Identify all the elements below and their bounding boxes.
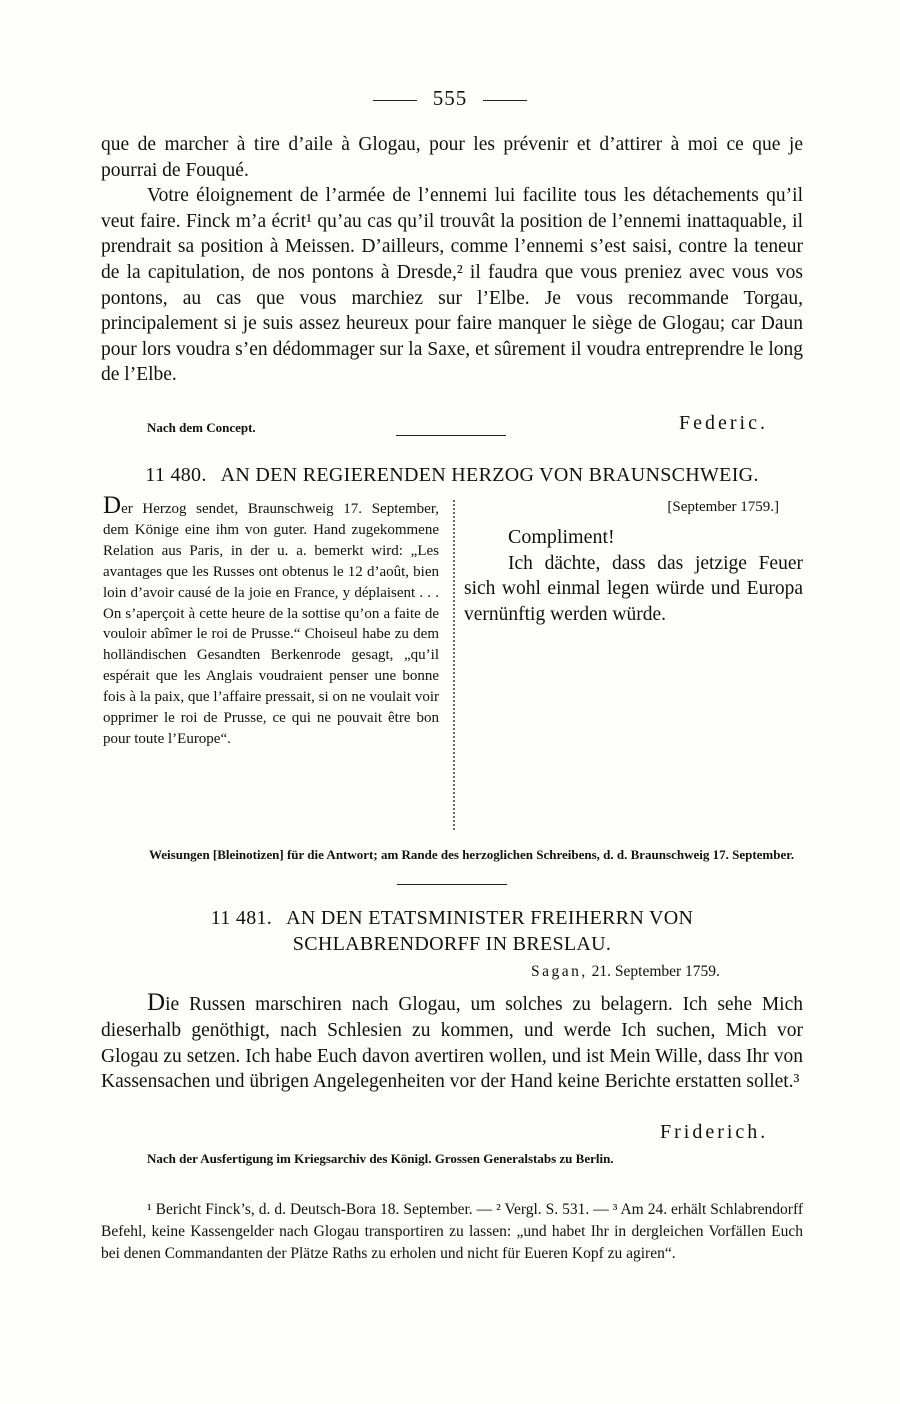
top-letter-source: Nach dem Concept. (147, 420, 256, 435)
entry-11481-date-place: Sagan, (531, 963, 588, 980)
page-header (0, 86, 900, 111)
entry-11481-date (531, 963, 720, 981)
entry-11480-reply (464, 495, 803, 628)
entry-11480-number: 11 480. (145, 464, 207, 486)
section-divider-2 (397, 884, 507, 885)
entry-11480-date: [September 1759.] (667, 499, 779, 515)
footnotes-text: ¹ Bericht Finck’s, d. d. Deutsch-Bora 18. September. — ² Vergl. S. 531. — ³ Am 24. erhält Schlabrendorff Befehl, keine Kassengelder nach Glogau transportiren zu lassen: „und habet Ihr in dergleichen Vorfällen Euch bei denen Commandanten der Plätze Raths zu erholen und nicht für Eueren Kopf zu agiren“. (101, 1201, 803, 1262)
top-letter-body (101, 132, 803, 388)
entry-11481-number: 11 481. (210, 907, 273, 929)
section-divider-1 (396, 435, 506, 436)
footnotes (101, 1199, 803, 1265)
entry-11481-source: Nach der Ausfertigung im Kriegsarchiv des Königl. Grossen Generalstabs zu Berlin. (147, 1151, 614, 1166)
entry-11481-title-line1: AN DEN ETATSMINISTER FREIHERRN VON (286, 907, 694, 929)
entry-11480-instructions: Weisungen [Bleinotizen] für die Antwort; am Rande des herzoglichen Schreibens, d. d. Braunschweig 17. September. (149, 847, 795, 862)
entry-11481-heading-line1 (101, 905, 803, 931)
page-number: 555 (432, 86, 468, 110)
top-letter-paragraph-2: Votre éloignement de l’armée de l’ennemi lui facilite tous les détachements qu’il veut faire. Finck m’a écrit¹ qu’au cas qu’il trouvât la position de l’ennemi inattaquable, il prendrait sa position à Meissen. D’ailleurs, comme l’ennemi s’est saisi, contre la teneur de la capitulation, de nos pontons à Dresde,² il faudra que vous preniez avec vous vos pontons, au cas que vous marchiez sur l’Elbe. Je vous recommande Torgau, principalement si je suis assez heureux pour faire manquer le siège de Glogau; car Daun pour lors voudra s’en dédommager sur la Saxe, et sûrement il voudra entreprendre le long de l’Elbe. (101, 185, 803, 386)
entry-11481-dropcap: D (147, 989, 166, 1016)
top-letter-paragraph-1: que de marcher à tire d’aile à Glogau, pour les prévenir et d’attirer à moi ce que je pourrai de Fouqué. (101, 134, 803, 181)
header-dash-left (373, 100, 417, 101)
entry-11481-signature: Friderich. (660, 1121, 769, 1143)
entry-11481-title-line2: SCHLABRENDORFF IN BRESLAU. (292, 933, 612, 955)
entry-11480-summary (103, 492, 439, 750)
entry-11481-date-rest: 21. September 1759. (591, 963, 720, 980)
entry-11480-dropcap: D (103, 492, 122, 519)
entry-11481-letter (101, 990, 803, 1095)
entry-11480-title: AN DEN REGIERENDEN HERZOG VON BRAUNSCHWEIG. (220, 464, 759, 486)
column-separator (453, 500, 455, 830)
top-letter-signature: Federic. (679, 412, 768, 434)
entry-11480-summary-text: er Herzog sendet, Braunschweig 17. September, dem Könige eine ihm von guter. Hand zugekommene Relation aus Paris, in der u. a. bemerkt wird: „Les avantages que les Russes ont obtenus le 12 d’août, bien loin d’avoir causé de la joie en France, y déplaisent . . . On s’aperçoit à cette heure de la sottise qu’on a faite de vouloir abîmer le roi de Prusse.“ Choiseul habe zu dem holländischen Gesandten Berkenrode gesagt, „qu’il espérait que les Anglais voudraient penser une bonne fois à la paix, que l’affaire pressait, si on ne voulait voir opprimer le roi de Prusse, ce qui ne pouvait être bon pour toute l’Europe“. (103, 501, 439, 747)
entry-11481-heading (101, 905, 803, 957)
entry-11481-text (101, 990, 803, 1095)
entry-11480-reply-text: Ich dächte, dass das jetzige Feuer sich wohl einmal legen würde und Europa vernünftig werden würde. (464, 552, 803, 626)
entry-11481-body: ie Russen marschiren nach Glogau, um solches zu belagern. Ich sehe Mich dieserhalb genöthigt, nach Schlesien zu kommen, und werde Ich suchen, Mich vor Glogau zu setzen. Ich habe Euch davon avertiren wollen, und ist Mein Wille, dass Ihr von Kassensachen und übrigen Angelegenheiten vor der Hand keine Berichte erstatten sollet.³ (101, 994, 803, 1093)
entry-11480-compliment: Compliment! (508, 525, 615, 548)
entry-11480-heading (101, 462, 803, 488)
header-dash-right (483, 100, 527, 101)
